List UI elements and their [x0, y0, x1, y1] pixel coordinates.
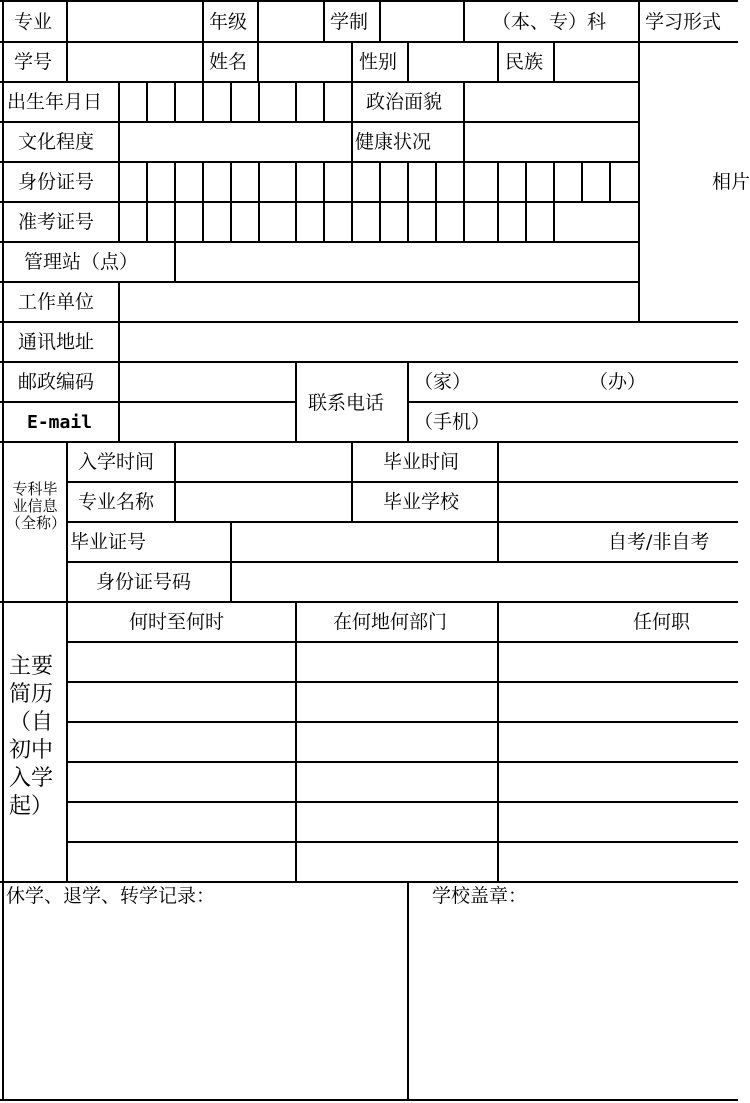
- resume-place-header: 在何地何部门: [333, 611, 448, 633]
- rule: [257, 0, 259, 81]
- duration-label: 学制: [330, 11, 369, 33]
- major-label: 专业: [14, 11, 53, 33]
- rule: [0, 201, 638, 203]
- rule: [202, 0, 204, 81]
- grade-label: 年级: [209, 11, 248, 33]
- study-mode-label: 学习形式: [645, 11, 722, 33]
- rule: [323, 0, 325, 41]
- rule: [463, 161, 465, 241]
- rule: [66, 561, 738, 563]
- email-label: E-mail: [27, 412, 93, 433]
- rule: [463, 0, 465, 41]
- grad-school-label: 毕业学校: [383, 491, 460, 513]
- rule: [435, 161, 437, 241]
- rule: [66, 521, 738, 523]
- rule: [463, 81, 465, 161]
- college-info-side-label: 专科毕业信息（全称）: [6, 480, 67, 532]
- name-label: 姓名: [209, 51, 248, 73]
- rule: [258, 81, 260, 121]
- birth-date-label: 出生年月日: [7, 91, 103, 113]
- rule: [497, 41, 499, 81]
- rule: [351, 441, 353, 521]
- rule: [258, 161, 260, 241]
- rule: [0, 1099, 738, 1101]
- rule: [66, 721, 738, 723]
- rule: [118, 81, 120, 161]
- rule: [230, 521, 232, 601]
- rule: [553, 41, 555, 81]
- rule: [351, 161, 353, 241]
- rule: [295, 81, 297, 121]
- rule: [174, 441, 176, 521]
- rule: [295, 601, 297, 881]
- self-exam-label: 自考/非自考: [608, 531, 710, 553]
- rule: [407, 41, 409, 81]
- exam-number-label: 准考证号: [18, 211, 95, 233]
- rule: [2, 0, 4, 1101]
- rule: [497, 441, 499, 521]
- home-phone-label: （家）: [414, 371, 472, 393]
- rule: [407, 881, 409, 1101]
- rule: [66, 641, 738, 643]
- stamp-label: 学校盖章：: [432, 885, 528, 907]
- rule: [0, 401, 296, 403]
- resume-side-label: 主要简历（自初中入学起）: [9, 654, 54, 819]
- rule: [0, 0, 738, 2]
- rule: [0, 361, 738, 363]
- rule: [174, 241, 176, 281]
- rule: [118, 161, 120, 241]
- rule: [407, 361, 409, 441]
- id-code-label: 身份证号码: [96, 571, 192, 593]
- rule: [230, 81, 232, 121]
- education-label: 文化程度: [18, 131, 95, 153]
- grad-time-label: 毕业时间: [383, 451, 460, 473]
- rule: [351, 41, 353, 81]
- rule: [230, 161, 232, 241]
- rule: [497, 601, 499, 881]
- rule: [202, 161, 204, 241]
- photo-label: 相片: [712, 171, 750, 193]
- rule: [379, 161, 381, 241]
- rule: [609, 161, 611, 201]
- rule: [525, 161, 527, 241]
- rule: [0, 241, 638, 243]
- rule: [379, 0, 381, 41]
- rule: [66, 801, 738, 803]
- major-name-label: 专业名称: [78, 491, 155, 513]
- rule: [202, 81, 204, 121]
- postcode-label: 邮政编码: [18, 371, 95, 393]
- rule: [497, 161, 499, 241]
- rule: [174, 161, 176, 241]
- id-number-label: 身份证号: [18, 171, 95, 193]
- rule: [0, 321, 738, 323]
- health-label: 健康状况: [355, 131, 432, 153]
- rule: [66, 441, 68, 881]
- rule: [497, 521, 499, 561]
- rule: [66, 841, 738, 843]
- rule: [146, 81, 148, 121]
- enroll-time-label: 入学时间: [78, 451, 155, 473]
- rule: [407, 401, 738, 403]
- station-label: 管理站（点）: [24, 251, 139, 273]
- rule: [0, 41, 738, 43]
- rule: [66, 0, 68, 81]
- rule: [407, 161, 409, 241]
- rule: [295, 161, 297, 241]
- workplace-label: 工作单位: [18, 291, 95, 313]
- level-label: （本、专）科: [492, 11, 607, 33]
- rule: [0, 281, 638, 283]
- office-phone-label: （办）: [589, 371, 647, 393]
- political-status-label: 政治面貌: [366, 91, 443, 113]
- rule: [174, 81, 176, 121]
- rule: [66, 481, 738, 483]
- rule: [553, 161, 555, 241]
- ethnicity-label: 民族: [505, 51, 544, 73]
- records-label: 休学、退学、转学记录：: [6, 885, 216, 907]
- address-label: 通讯地址: [18, 331, 95, 353]
- rule: [351, 81, 353, 161]
- cert-no-label: 毕业证号: [70, 531, 147, 553]
- rule: [0, 81, 638, 83]
- rule: [0, 121, 638, 123]
- rule: [66, 761, 738, 763]
- rule: [323, 161, 325, 241]
- rule: [0, 601, 738, 603]
- rule: [118, 281, 120, 441]
- photo-area: [640, 43, 750, 321]
- rule: [146, 161, 148, 241]
- resume-time-header: 何时至何时: [129, 611, 225, 633]
- rule: [0, 441, 738, 443]
- mobile-label: （手机）: [414, 411, 491, 433]
- rule: [0, 161, 638, 163]
- rule: [323, 81, 325, 121]
- rule: [295, 361, 297, 441]
- rule: [66, 681, 738, 683]
- rule: [0, 881, 738, 883]
- student-id-label: 学号: [14, 51, 53, 73]
- phone-label: 联系电话: [308, 392, 385, 414]
- rule: [581, 161, 583, 201]
- gender-label: 性别: [359, 51, 398, 73]
- resume-post-header: 任何职: [633, 611, 691, 633]
